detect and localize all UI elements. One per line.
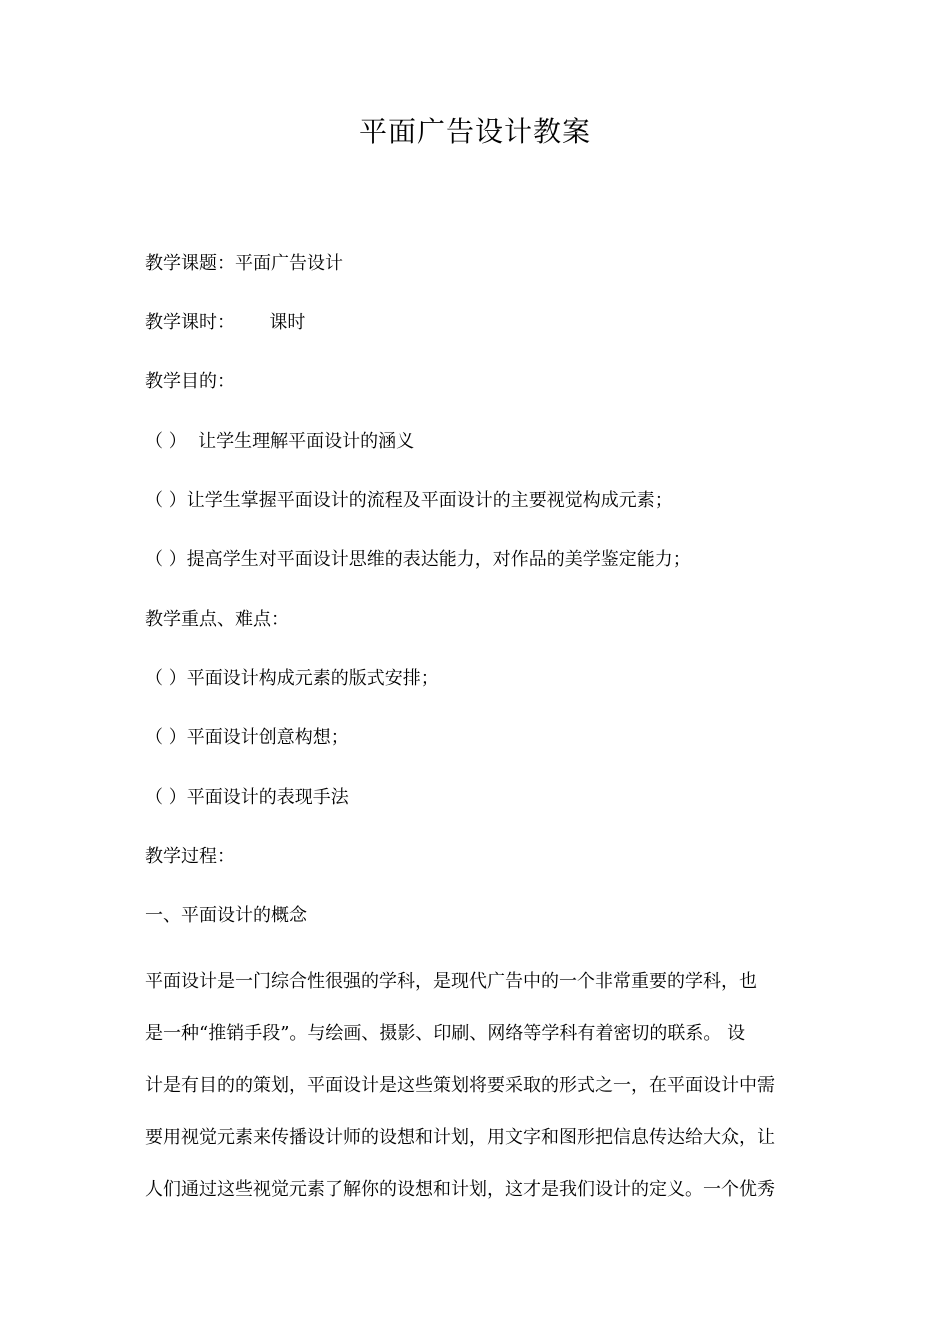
key-point-item: （ ）平面设计构成元素的版式安排； [145, 668, 439, 689]
document-title: 平面广告设计教案 [358, 115, 591, 148]
lesson-objectives-heading: 教学目的： [145, 371, 235, 392]
lesson-hours: 教学课时： 课时 [145, 312, 306, 333]
section-heading: 一、平面设计的概念 [145, 905, 307, 926]
paragraph-line: 是一种“推销手段”。与绘画、摄影、印刷、网络等学科有着密切的联系。 设 [145, 1023, 746, 1044]
paragraph-line: 平面设计是一门综合性很强的学科，是现代广告中的一个非常重要的学科，也 [145, 971, 757, 992]
key-point-item: （ ）平面设计创意构想； [145, 727, 349, 748]
objective-item: （ ） 让学生理解平面设计的涵义 [145, 431, 415, 452]
paragraph-line: 要用视觉元素来传播设计师的设想和计划，用文字和图形把信息传达给大众，让 [145, 1127, 775, 1148]
key-points-heading: 教学重点、难点： [145, 609, 289, 630]
objective-item: （ ）让学生掌握平面设计的流程及平面设计的主要视觉构成元素； [145, 490, 673, 511]
key-point-item: （ ）平面设计的表现手法 [145, 787, 349, 808]
lesson-topic: 教学课题：平面广告设计 [145, 253, 343, 274]
paragraph-line: 计是有目的的策划，平面设计是这些策划将要采取的形式之一，在平面设计中需 [145, 1075, 775, 1096]
objective-item: （ ）提高学生对平面设计思维的表达能力，对作品的美学鉴定能力； [145, 549, 691, 570]
paragraph-line: 人们通过这些视觉元素了解你的设想和计划，这才是我们设计的定义。一个优秀 [145, 1179, 775, 1200]
process-heading: 教学过程： [145, 846, 235, 867]
